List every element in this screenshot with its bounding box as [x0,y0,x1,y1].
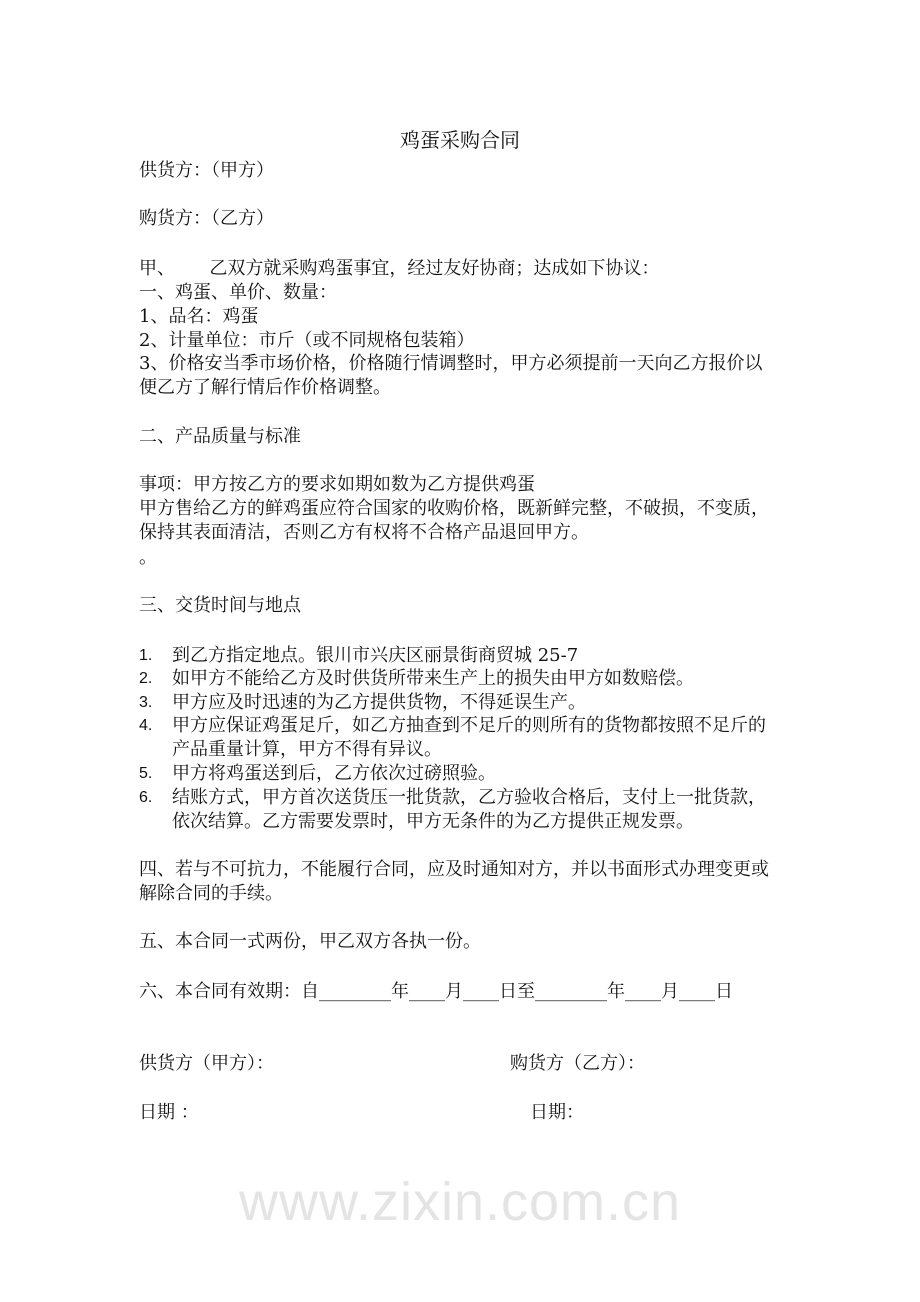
supplier-date: 日期 ： [139,1102,199,1123]
section1-line: 1、品名：鸡蛋 [139,306,259,327]
section5: 五、本合同一式两份，甲乙双方各执一份。 [139,931,481,952]
list-number: 5. [139,765,153,782]
section2-line: 事项：甲方按乙方的要求如期如数为乙方提供鸡蛋 [139,474,535,495]
section1-line: 3、价格安当季市场价格，价格随行情调整时，甲方必须提前一天向乙方报价以 [139,353,763,374]
list-item: 如甲方不能给乙方及时供货所带来生产上的损失由甲方如数赔偿。 [172,668,694,689]
list-number: 1. [139,647,153,664]
list-item: 结账方式，甲方首次送货压一批货款，乙方验收合格后，支付上一批货款， [172,787,766,808]
list-item: 甲方将鸡蛋送到后，乙方依次过磅照验。 [172,763,496,784]
section3-heading: 三、交货时间与地点 [139,595,301,616]
watermark: www.zixin.com.cn [238,1172,682,1232]
list-number: 4. [139,717,153,734]
section2-line: 保持其表面清洁，否则乙方有权将不合格产品退回甲方。 [139,522,589,543]
section6: 六、本合同有效期：自________年____月____日至________年____月____日 [139,981,733,1002]
list-item: 甲方应保证鸡蛋足斤，如乙方抽查到不足斤的则所有的货物都按照不足斤的 [172,715,766,736]
list-number: 6. [139,789,153,806]
buyer-date: 日期： [530,1102,584,1123]
section2-line: 。 [139,547,157,568]
list-item: 甲方应及时迅速的为乙方提供货物，不得延误生产。 [172,692,586,713]
list-number: 3. [139,694,153,711]
list-item-cont: 产品重量计算，甲方不得有异议。 [172,739,442,760]
list-number: 2. [139,670,153,687]
buyer-signature: 购货方（乙方）： [510,1053,645,1074]
section1-heading: 一、鸡蛋、单价、数量： [139,282,337,303]
section2-heading: 二、产品质量与标准 [139,426,301,447]
section4: 四、若与不可抗力，不能履行合同，应及时通知对方，并以书面形式办理变更或 [139,859,769,880]
section1-line: 2、计量单位：市斤（或不同规格包装箱） [139,330,475,351]
intro: 甲、 乙双方就采购鸡蛋事宜，经过友好协商；达成如下协议： [139,258,660,279]
supplier-line: 供货方：（甲方） [139,160,274,181]
section4: 解除合同的手续。 [139,883,283,904]
section2-line: 甲方售给乙方的鲜鸡蛋应符合国家的收购价格，既新鲜完整，不破损，不变质， [139,498,769,519]
buyer-line: 购货方：（乙方） [139,208,274,229]
supplier-signature: 供货方（甲方）： [139,1053,274,1074]
list-item-cont: 依次结算。乙方需要发票时，甲方无条件的为乙方提供正规发票。 [172,811,694,832]
list-item: 到乙方指定地点。银川市兴庆区丽景街商贸城 25-7 [172,645,579,666]
document-title: 鸡蛋采购合同 [400,128,520,152]
section1-line: 便乙方了解行情后作价格调整。 [139,377,391,398]
